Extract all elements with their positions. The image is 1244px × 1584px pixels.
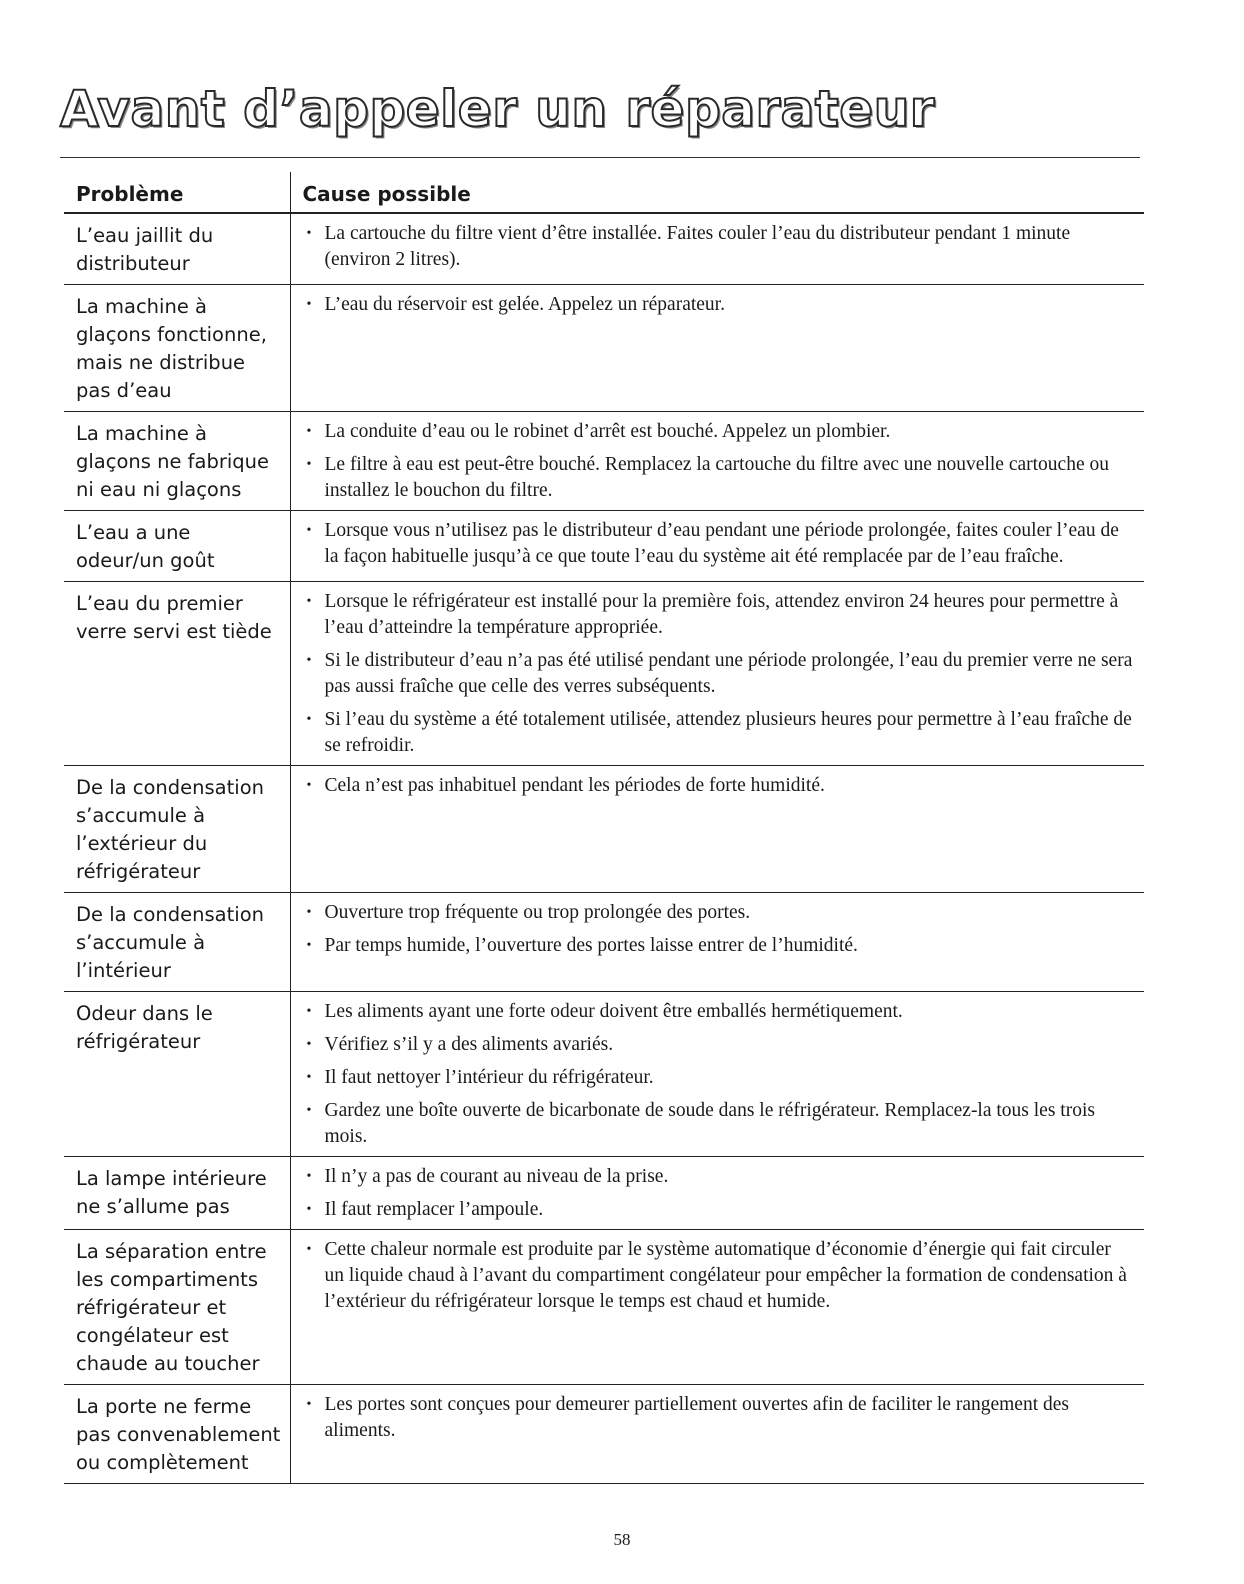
cause-list [305,419,1135,504]
cause-item [305,1392,1135,1444]
cause-cell [290,213,1144,285]
problem-cell: L’eau a une odeur/un goût [64,511,290,582]
cause-text: La cartouche du filtre vient d’être installée. Faites couler l’eau du distributeur pendant 1 minute (environ 2 litres). [324,223,1071,270]
bullet-icon: • [306,1004,312,1019]
cause-item [305,518,1135,570]
cause-item [305,292,1135,318]
cause-item [305,648,1135,700]
problem-cell: L’eau jaillit du distributeur [64,213,290,285]
title-rule [60,157,1140,158]
cause-text: Il n’y a pas de courant au niveau de la prise. [324,1166,669,1187]
problem-cell: La machine à glaçons fonctionne, mais ne distribue pas d’eau [64,285,290,412]
bullet-icon: • [306,905,312,920]
cause-item [305,933,1135,959]
cause-list [305,999,1135,1150]
problem-cell: La lampe intérieure ne s’allume pas [64,1157,290,1230]
cause-item [305,707,1135,759]
table-row [64,511,1144,582]
cause-cell [290,1385,1144,1484]
cause-cell [290,1230,1144,1385]
cause-item [305,999,1135,1025]
cause-list [305,1392,1135,1444]
cause-text: Par temps humide, l’ouverture des portes laisse entrer de l’humidité. [324,935,858,956]
problem-cell: La porte ne ferme pas convenablement ou complètement [64,1385,290,1484]
cause-item [305,1032,1135,1058]
cause-text: Si l’eau du système a été totalement utilisée, attendez plusieurs heures pour permettre à l’eau fraîche de se refroidir. [324,709,1132,756]
cause-item [305,419,1135,445]
cause-cell [290,992,1144,1157]
table-row [64,412,1144,511]
cause-list [305,292,1135,318]
cause-item [305,900,1135,926]
cause-text: L’eau du réservoir est gelée. Appelez un réparateur. [324,294,725,315]
page-number: 58 [613,1530,631,1549]
table-row [64,1385,1144,1484]
cause-text: Cette chaleur normale est produite par le système automatique d’économie d’énergie qui fait circuler un liquide chaud à l’avant du compartiment congélateur pour empêcher la formation de condensation à l’extérieur du réfrigérateur lorsque le temps est chaud et humide. [324,1239,1127,1312]
column-header-cause: Cause possible [290,172,1144,213]
cause-text: Les portes sont conçues pour demeurer partiellement ouvertes afin de faciliter le rangement des aliments. [324,1394,1069,1441]
column-header-problem: Problème [64,172,290,213]
cause-list [305,900,1135,959]
problem-cell: Odeur dans le réfrigérateur [64,992,290,1157]
cause-text: Le filtre à eau est peut-être bouché. Remplacez la cartouche du filtre avec une nouvelle cartouche ou installez le bouchon du filtre. [324,454,1109,501]
table-row [64,285,1144,412]
cause-text: Il faut nettoyer l’intérieur du réfrigérateur. [324,1067,654,1088]
cause-text: Si le distributeur d’eau n’a pas été utilisé pendant une période prolongée, l’eau du premier verre ne sera pas aussi fraîche que celle des verres subséquents. [324,650,1133,697]
bullet-icon: • [306,1202,312,1217]
bullet-icon: • [306,938,312,953]
cause-item [305,452,1135,504]
cause-item [305,1237,1135,1315]
cause-list [305,589,1135,759]
bullet-icon: • [306,424,312,439]
bullet-icon: • [306,594,312,609]
bullet-icon: • [306,1070,312,1085]
cause-item [305,1197,1135,1223]
bullet-icon: • [306,653,312,668]
cause-item [305,1164,1135,1190]
cause-text: Les aliments ayant une forte odeur doivent être emballés hermétiquement. [324,1001,903,1022]
table-row [64,213,1144,285]
cause-text: Il faut remplacer l’ampoule. [324,1199,544,1220]
cause-cell [290,1157,1144,1230]
problem-cell: De la condensation s’accumule à l’intérieur [64,893,290,992]
cause-item [305,221,1135,273]
cause-list [305,1237,1135,1315]
cause-list [305,773,1135,799]
bullet-icon: • [306,1169,312,1184]
bullet-icon: • [306,712,312,727]
cause-text: La conduite d’eau ou le robinet d’arrêt est bouché. Appelez un plombier. [324,421,891,442]
cause-text: Lorsque le réfrigérateur est installé pour la première fois, attendez environ 24 heures pour permettre à l’eau d’atteindre la température appropriée. [324,591,1119,638]
bullet-icon: • [306,297,312,312]
cause-cell [290,893,1144,992]
bullet-icon: • [306,457,312,472]
table-row [64,1230,1144,1385]
bullet-icon: • [306,226,312,241]
cause-list [305,518,1135,570]
cause-list [305,221,1135,273]
problem-cell: La machine à glaçons ne fabrique ni eau ni glaçons [64,412,290,511]
cause-text: Lorsque vous n’utilisez pas le distributeur d’eau pendant une période prolongée, faites couler l’eau de la façon habituelle jusqu’à ce que toute l’eau du système ait été remplacée par de l’eau fraîche. [324,520,1119,567]
cause-item [305,589,1135,641]
bullet-icon: • [306,1397,312,1412]
table-row [64,582,1144,766]
cause-cell [290,412,1144,511]
cause-text: Cela n’est pas inhabituel pendant les périodes de forte humidité. [324,775,825,796]
cause-cell [290,285,1144,412]
cause-cell [290,511,1144,582]
table-row [64,893,1144,992]
problem-cell: De la condensation s’accumule à l’extérieur du réfrigérateur [64,766,290,893]
problem-cell: L’eau du premier verre servi est tiède [64,582,290,766]
table-header-row [64,172,1144,213]
bullet-icon: • [306,1037,312,1052]
table-row [64,766,1144,893]
table-body [64,213,1144,1484]
cause-text: Ouverture trop fréquente ou trop prolongée des portes. [324,902,751,923]
cause-item [305,1098,1135,1150]
cause-text: Gardez une boîte ouverte de bicarbonate de soude dans le réfrigérateur. Remplacez-la tous les trois mois. [324,1100,1095,1147]
cause-item [305,773,1135,799]
cause-list [305,1164,1135,1223]
bullet-icon: • [306,523,312,538]
table-row [64,1157,1144,1230]
bullet-icon: • [306,1103,312,1118]
cause-cell [290,766,1144,893]
cause-cell [290,582,1144,766]
bullet-icon: • [306,778,312,793]
bullet-icon: • [306,1242,312,1257]
problem-cell: La séparation entre les compartiments réfrigérateur et congélateur est chaude au toucher [64,1230,290,1385]
cause-item [305,1065,1135,1091]
table-row [64,992,1144,1157]
page-title: Avant d’appeler un réparateur [60,80,935,138]
cause-text: Vérifiez s’il y a des aliments avariés. [324,1034,614,1055]
troubleshooting-table [64,172,1144,1484]
